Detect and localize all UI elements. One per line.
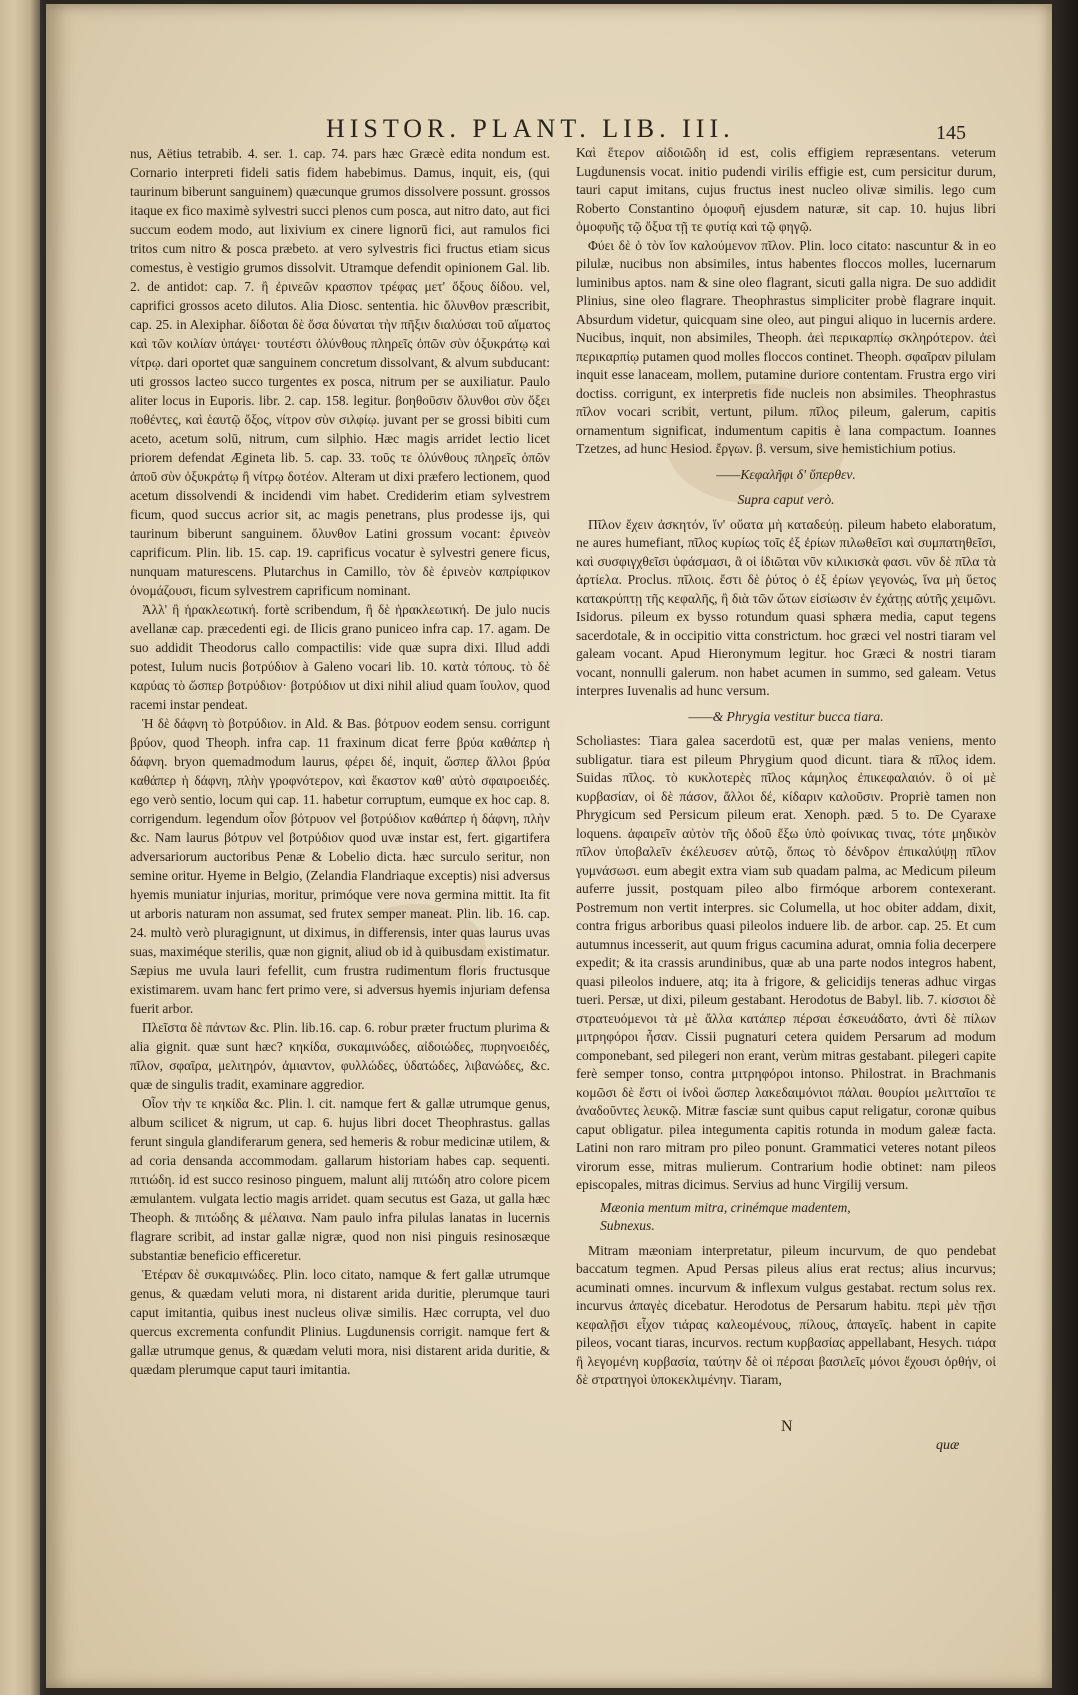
verse-quote: ——Κεφαλῆφι δ' ὕπερθεν. [716, 466, 856, 482]
paragraph: Mitram mæoniam interpretatur, pileum incurvum, de quo pendebat baccatum tegmen. Apud Persas pileus alius erat rectus; alius incurvus; acuminati omnes. incurvum & inflexum vulgus gestabat. rectum solus rex. incurvus ἀπαγὲς dicebatur. Herodotus de Persarum habitu. περὶ μὲν τῇσι κεφαλῇσι εἶχον τιάρας καλεομένους, πίλους, ἀπαγεῖς. habent in capite pileos, vocant tiaras, incurvos. rectum κυρβασίας appellabant, Hesych. τιάρα ἢ λεγομένη κυρβασία, ταύτην δὲ οἱ πέρσαι βασιλεῖς μόνοι ἔχουσι ὀρθήν, οἱ δὲ στρατηγοὶ ὑποκεκλιμένην. Tiaram, [576, 1242, 996, 1387]
signature-mark: N [781, 1418, 793, 1435]
page-number: 145 [936, 122, 966, 144]
paragraph: Πῖλον ἔχειν ἀσκητόν, ἵν' οὔατα μὴ καταδεύῃ. pileum habeto elaboratum, ne aures humefiant, πῖλος κυρίως τοῖς ἐξ ἐρίων πιλωθεῖσι καὶ συμπατηθεῖσι, καὶ συσφιγχθεῖσι ὑφάσμασι, ἃ οἱ ἰδιῶται νῦν κιλικισκὰ φασι. νῦν δὲ πῖλα τὰ ἀρτίελα. Proclus. πῖλοις. ἔστι δὲ ῥύτος ὁ ἐξ ἐρίων γεγονώς, ἵνα μὴ ὕετος κατακρύπτῃ τῆς κεφαλῆς, ἢ διὰ τῶν ὤτων εἰσίωσιν ἐν ἐχάτῃς αὐτῆς χειμῶνι. Isidorus. pileum ex bysso rotundum quasi sphæra media, caput tegens sacerdotale, & in occipitio vitta constrictum. hoc græci vel nostri tiaram vel galeam vocant. Apud Hieronymum legitur. hoc Græci & nostri tiaram vocant, nonnulli galerum. non habet acumen in summo, sed galeam. Vetus interpres Iuvenalis ad hunc versum. [576, 516, 996, 698]
paragraph: Ἀλλ' ἢ ἡρακλεωτική. fortè scribendum, ἢ δὲ ἡρακλεωτική. De julo nucis avellanæ cap. præcedenti egi. de Ilicis grano puniceo infra cap. 17. agam. De suo addidit Theodorus callo compactilis: vide quæ supra dixi. Illud addi potest, Iulum nucis βοτρύδιον à Galeno vocari lib. 10. κατὰ τόπους. τὸ δὲ καρύας τὸ ὥσπερ βοτρύδιον· βοτρύδιον ut dixi nihil aliud quam ἴουλον, quod racemi instar pendeat. [130, 602, 550, 712]
verse-quote: Mæonia mentum mitra, crinémque madentem, [600, 1199, 851, 1215]
verse-quote: Subnexus. [600, 1218, 655, 1233]
paragraph: nus, Aëtius tetrabib. 4. ser. 1. cap. 74. pars hæc Græcè edita nondum est. Cornario interpreti fideli satis fidem habebimus. Damus, inquit, eis, (qui taurinum biberunt sanguinem) quæcunque grumos dissolvere possunt. grossos itaque ex fico maximè sylvestri succi plenos cum posca, aut nitro dato, aut fici succum eodem modo, aut lixivium ex cinere lignorū fici, aut ramulos fici tritos cum nitro & posca præbeto. at vero sylvestris fici fructus etiam sicus comestus, è vestigio grumos dissolvit. Utramque defendit opinionem Gal. lib. 2. de antidot: cap. 7. ἢ ἐρινεῶν κρασπον τρέφας μετ' ὄξους δίδου. vel, caprifici grossos aceto dilutos. Alia Diosc. sententia. hic ὄλυνθον præscribit, cap. 25. in Alexiphar. δίδοται δὲ ὄσα δύναται τὴν πῆξιν διαλύσαι τοῦ αἵματος καὶ τῶν κοιλίαν ὑπάγει· τουτέστι ὀλύνθους πληρεῖς ὀπῶν σὺν ὀξυκράτῳ καὶ νίτρῳ. dari oportet quæ sanguinem concretum dissolvant, & alvum subducant: uti grossos lacteo succo turgentes ex posca, nitrum per se auxiliatur. Paulo aliter locus in Euporis. libr. 2. cap. 158. legitur. βοηθοῦσιν ὄλυνθοι σὺν ὄξει ποθέντες, καὶ ἑαυτῷ ὄξος, νίτρον σὺν σιλφίῳ. juvant per se grossi bibiti cum aceto, acetum solū, nitrum, cum silphio. Hæc magis arridet lectio licet priorem defendat Ægineta lib. 5. cap. 33. τοῦς τε ὀλύνθους πληρεῖς ὀπῶν ἀποῦ σὺν ὀξυκράτῳ ἢ νίτρῳ δοτέον. Alteram ut dixi præfero lectionem, quod acetum dissolvendi & incidendi vim habet. Crediderim etiam sylvestrem ficum, quod succus acrior sit, ac magis penetrans, plus prodesse ijs, qui taurinum biberunt sanguinem. ὄλυνθον Latini grossum vocant: ἐρινεὸν caprificum. Plin. lib. 15. cap. 19. caprificus vocatur è sylvestri genere ficus, nunquam maturescens. Plutarchus in Camillo, τὸν δὲ ἐρινεὸν καπρίφικον ὀνομάζουσι, ficum sylvestrem caprificum nominant. [130, 146, 550, 598]
running-head: HISTOR. PLANT. LIB. III. [326, 114, 735, 143]
paragraph: Scholiastes: Tiara galea sacerdotū est, quæ per malas veniens, mento subligatur. tiara est pileum Phrygium quod dicunt. tiara & πῖλος idem. Suidas πῖλος. τὸ κυκλοτερὲς πῖλος κάμηλος ἐπικεφαλαιόν. ὃ οἱ μὲ κυρβασίαν, οἱ δὲ πάσον, ἄλλοι δέ, κίδαριν καλοῦσιν. Propriè tamen non Phrygicum sed Persicum pileum erat. Xenoph. pæd. 5 to. De Cyaraxe loquens. ἀφαιρεῖν αὐτὸν τῆς ὁδοῦ ἔξω ὑπὸ φοίνικας τινας, τότε μηδικὸν πῖλον ὑποβαλεῖν ἐκέλευσεν αὐτῷ, ὅπως τὸ δένδρον ἐπικαλύψῃ πῖλον γυμνάσωσι. eum abegit extra viam sub quadam palma, ac Medicum pileum auferre jussit, postquam pileo albo firmóque arborem contexerant. Postremum non vertit interpres. sic Columella, ut hoc obiter addam, dixit, contra frigus arboribus quasi pileolos induere lib. de arbor. cap. 25. Et cum autumnus incesserit, aut quum frigus cacumina adurat, omnia folia decerpere expedit; & ita crassis arundinibus, quæ ab una parte nodos integros habent, quasi pileolos induere, atq; ita à frigore, & gelicidijs teneras adhuc virgas tueri. Persæ, ut dixi, pileum gestabant. Herodotus de Babyl. lib. 7. κίσσιοι δὲ στρατευόμενοι τὰ μὲ ἄλλα κατάπερ πέρσαι ἐσκευάδατο, ἀντὶ δὲ πίλων μιτρηφόροι ἦσαν. Cissii pugnaturi cetera quidem Persarum ad modum componebant, sed pilegeri non erant, verùm mitras gestabant. pilegeri capite ferè semper tonso, contra μιτρηφόροι intonso. Philostrat. in Brachmanis κομῶσι δὲ ἔστι οἱ ἰνδοὶ ὥσπερ λακεδαιμόνιοι πάλαι. θουρίοι μελιτταῖοι τε ἀναδοῦντες λευκῷ. Mitræ fasciæ sunt quibus caput religatur, coronæ quibus caput obligatur. pilea integumenta capitis rotunda in modum galeæ facta. Latini non raro mitram pro pileo ponunt. Grammatici veteres notant pileos virorum esse, mitras mulierum. Contrarium hodie obtinet: nam pileos episcopales, mitras dicimus. Servius ad hunc Virgilij versum. [576, 733, 996, 1192]
paragraph: Οἷον τὴν τε κηκίδα &c. Plin. l. cit. namque fert & gallæ utrumque genus, album scilicet & nigrum, ut cap. 6. hujus libri docet Theophrastus. gallas ferunt singula glandiferarum genera, sed hemeris & robur medicinæ utilem, & ad coria densanda accommodam. gallarum historiam habes cap. sequenti. πιτιώδη. id est succo resinoso pinguem, malunt alij πιτώδη atro colore picem æmulantem. vulgata lectio magis arridet. quam secutus est Gaza, ut galla hæc Theoph. & πιτώδης & μέλαινα. Nam paulo infra pilulas lanatas in lucernis flagrare scribit, ad instar gallæ nigræ, quod non nisi pinguis resinosæque substantiæ beneficio efficeretur. [130, 1096, 550, 1263]
left-column [130, 144, 550, 1379]
verse-translation: Supra caput verò. [737, 492, 835, 507]
paragraph: Φύει δὲ ὁ τὸν ἴον καλούμενον πῖλον. Plin. loco citato: nascuntur & in eo pilulæ, nucibus non absimiles, intus habentes floccos molles, lucernarum luminibus aptos. nam & sine oleo flagrant, sicuti galla nigra. De suo addidit Plinius, sine oleo flagrare. Theophrastus simpliciter probè flagrare inquit. Absurdum videtur, quicquam sine oleo, aut pingui aliquo in lucernis ardere. Nucibus, inquit, non absimiles, Theoph. ἀεὶ περικαρπίῳ σκληρότερον. ἀεὶ περικαρπίῳ putamen quod molles floccos continet. Theoph. σφαῖραν pilulam inquit esse lanaceam, mollem, putamine duriore contentam. Frustra ergo viri doctiss. corrigunt, ex interpretis fide nucleis non absimiles. Theophrastus πῖλον vocari scribit, vertunt, pilum. πῖλος pileum, galerum, capitis ornamentum significat, indumentum capitis è lana compactum. Ioannes Tzetzes, ad hunc Hesiod. ἔργων. β. versum, sive hemistichium potius. [576, 237, 996, 456]
right-column [576, 144, 996, 1390]
paragraph: Ἡ δὲ δάφνη τὸ βοτρύδιον. in Ald. & Bas. βότρυον eodem sensu. corrigunt βρύον, quod Theoph. infra cap. 11 fraxinum dicat ferre βρύα καθάπερ ἡ δάφνη. bryon quemadmodum laurus, φέρει δέ, inquit, ὥσπερ ἄλλοι βρύα καθάπερ ἡ δάφνη, πλὴν γροφνότερον, καὶ ἕκαστον καθ' αὐτὸ σφαιροειδές. ego verò sentio, locum qui cap. 11. habetur corruptum, eumque ex hoc cap. 8. corrigendum. legendum οἷον βότρυον vel βοτρύδιον καθάπερ ἡ δάφνη, πλὴν &c. Nam laurus βότρυν vel βοτρύδιον quod uvæ instar est, fert. gigartifera adversariorum auctoribus Penæ & Lobelio dicta. hæc surculo seritur, non semine oritur. Hyeme in Belgio, (Zelandia Flandriaque exceptis) nisi adversus hyemis muniatur injurias, moritur, primóque vere nova germina mittit. Ita fit ut arboris naturam non assumat, sed frutex semper maneat. Plin. lib. 16. cap. 24. multò verò pluragignunt, ut diximus, in differensis, inter quas laurus uvas suas, maximéque sterilis, quæ non gignit, aliud ob id à quibusdam existimatur. Sæpius me uvula lauri fefellit, cum frustra rudimentum floris fructusque existimarem. uvam hanc fert primo vere, si adversus hyemis injuriam defensa fuerit arbor. [130, 716, 550, 1016]
paragraph: Ἑτέραν δὲ συκαμινώδες. Plin. loco citato, namque & fert gallæ utrumque genus, & quædam veluti mora, ni distarent arida duritie, plerumque tauri caput imitantia, quibus inest nucleus olivæ similis. Hæc corrupta, vel duo quercus excrementa confundit Plinius. Lugdunensis corrigit. namque fert & gallæ utrumque genus, & quædam veluti mora, nisi distarent arida duritie, & quædam plerumque caput tauri imitantia. [130, 1267, 550, 1377]
paragraph: Πλεῖστα δὲ πάντων &c. Plin. lib.16. cap. 6. robur præter fructum plurima & alia gignit. quæ sunt hæc? κηκίδα, συκαμινώδες, αἰδοιώδες, πυρηνοειδές, πῖλον, σφαῖρα, μελιτηρόν, ἀμιαντον, φυλλώδες, ὑδατώδες, λιβανώδες, &c. quæ de singulis tradit, examinare aggredior. [130, 1020, 550, 1092]
catchword: quæ [936, 1438, 960, 1453]
verse-quote: ——& Phrygia vestitur bucca tiara. [688, 708, 884, 724]
book-page [46, 4, 1052, 1688]
paragraph: Καὶ ἕτερον αἰδοιῶδη id est, colis effigiem repræsentans. veterum Lugdunensis vocat. initio pudendi virilis effigie est, cum persicitur durum, tauri caput imitans, cujus fructus inest nucleo olivæ similis. lego cum Roberto Constantino ὁμοφυῆ ejusdem naturæ, sit cap. 10. hujus libri ὁμοφυῆς τῷ ὄξυα τῇ τε φυτίᾳ καὶ τῷ φηγῷ. [576, 145, 996, 234]
previous-page-edge [0, 0, 40, 1695]
